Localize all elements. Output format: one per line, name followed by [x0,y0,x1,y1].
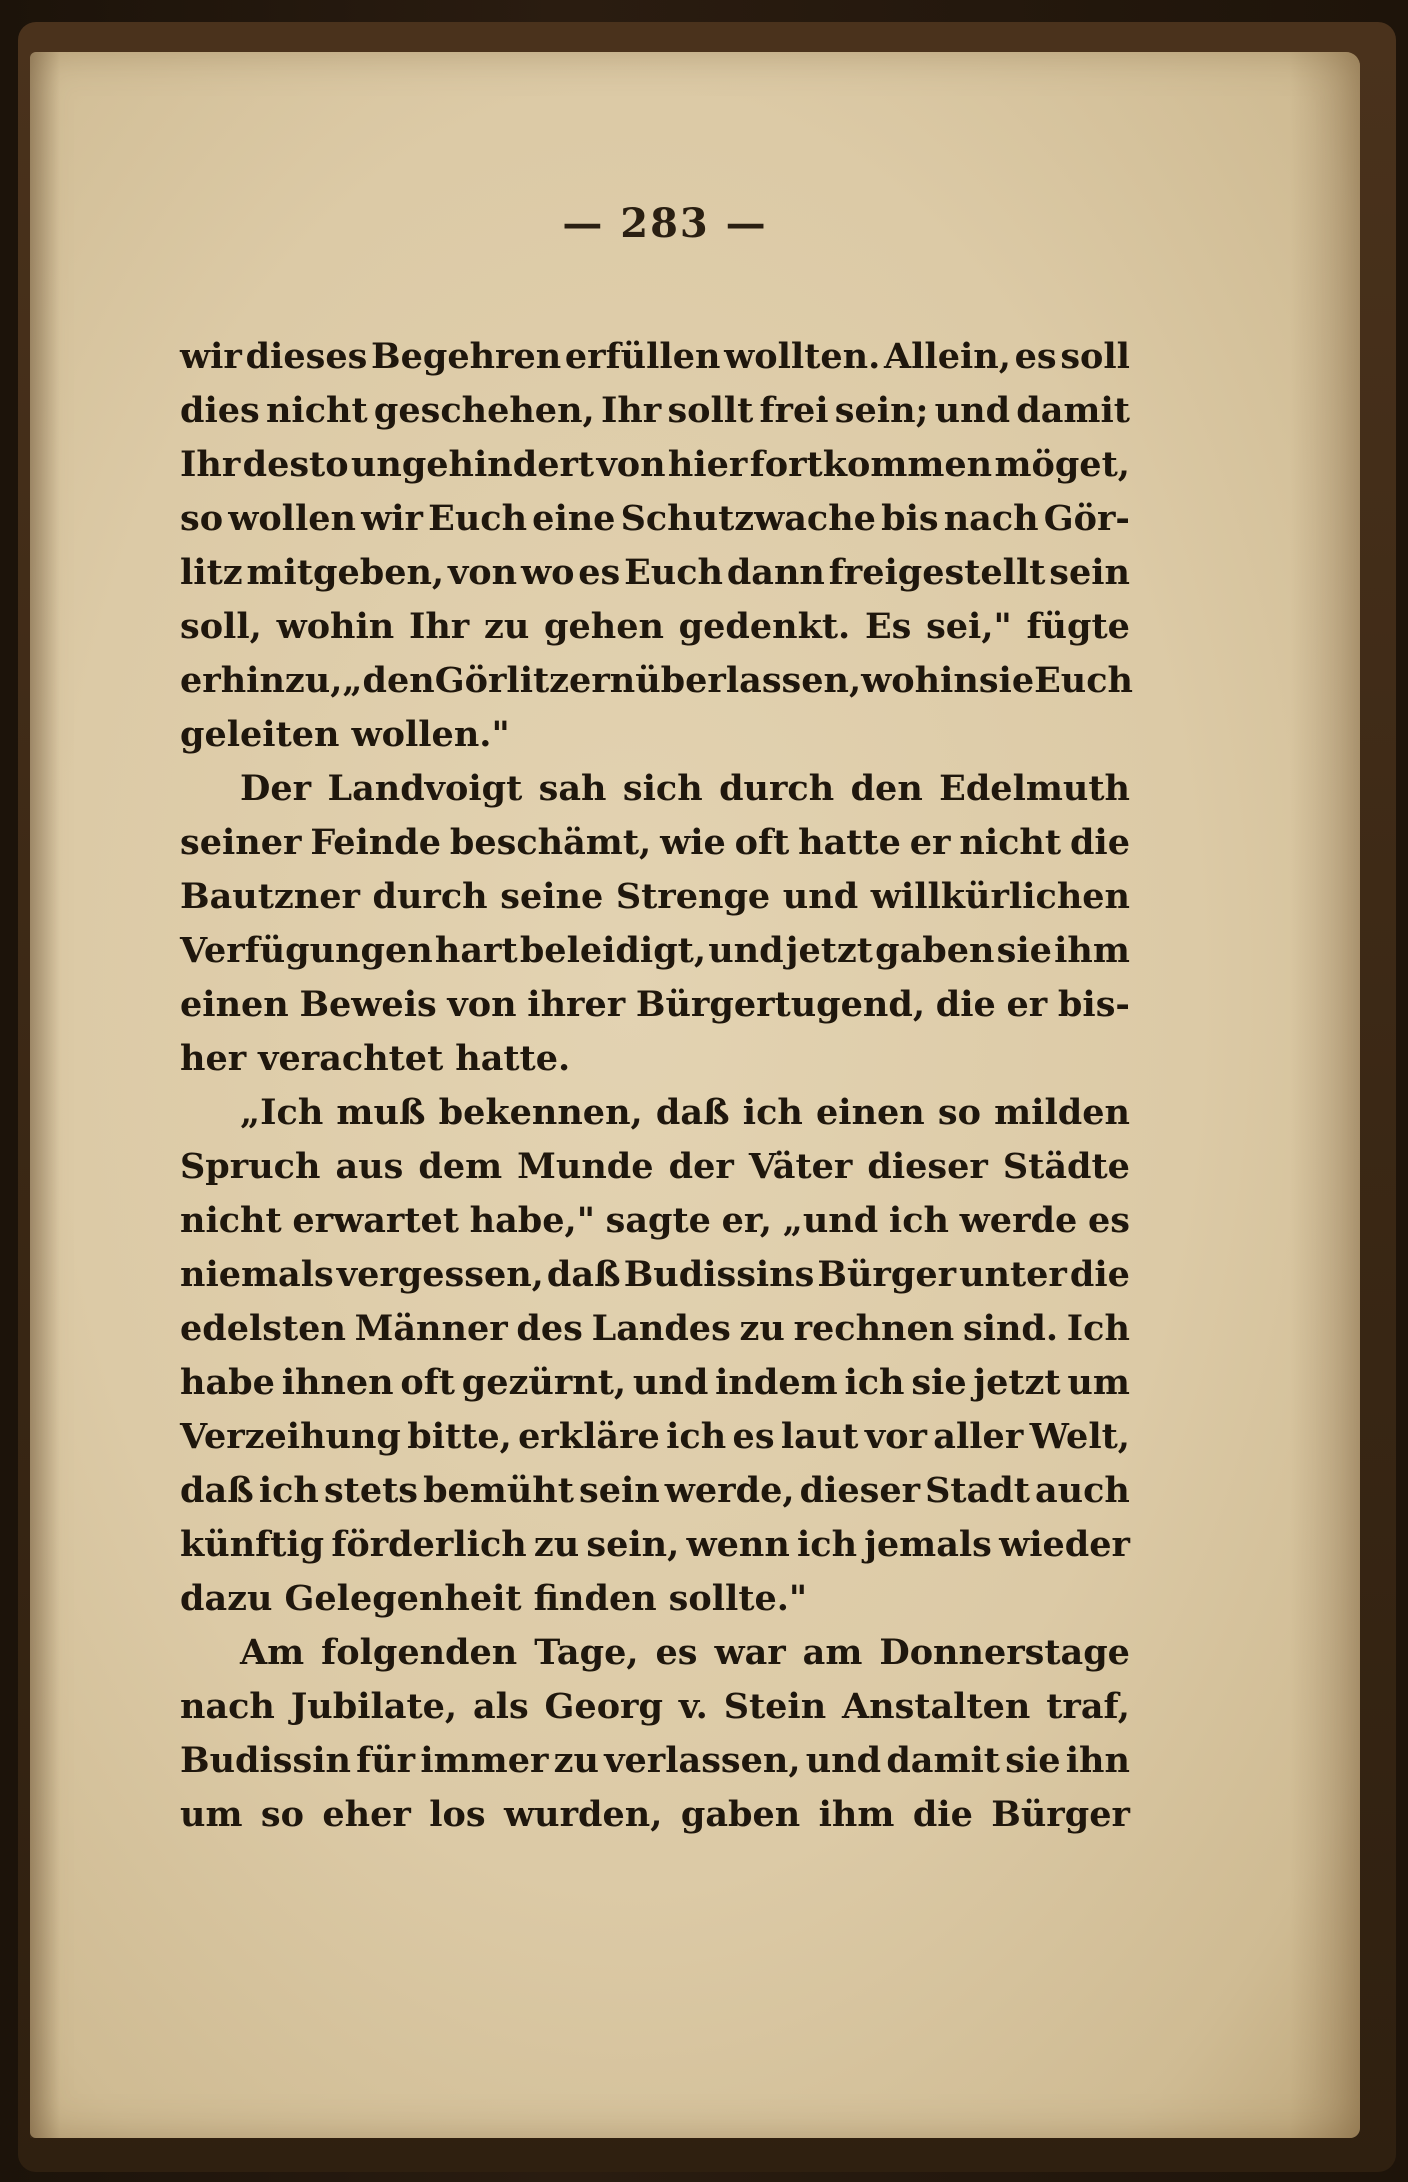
word: war [714,1632,786,1673]
word: wohin [861,660,979,701]
word: geleiten [180,714,340,755]
text-line [180,600,1130,654]
word: und [708,930,784,971]
word: jemals [864,1524,992,1565]
word: daß [546,1254,621,1295]
word: er, [721,1200,772,1241]
word: freigestellt [828,552,1046,593]
word: werde [959,1200,1078,1241]
text-line [180,1248,1130,1302]
page-gutter-shadow [30,52,60,2138]
word: sie [911,1362,967,1403]
word: dann [726,552,825,593]
word: Ihr [408,606,470,647]
word: ihrer [527,984,626,1025]
word: förderlich [331,1524,527,1565]
word: so [180,498,224,539]
word: es [1014,336,1057,377]
word: Am [240,1632,305,1673]
word: fortkommen [749,444,993,485]
word: jetzt [785,930,873,971]
word: zu [483,606,530,647]
word: soll, [180,606,262,647]
word: unter [959,1254,1067,1295]
word: er [909,822,951,863]
word: künftig [180,1524,325,1565]
word: Jubilate, [290,1686,458,1727]
word: sein; [834,390,929,431]
word: Strenge [615,876,771,917]
word: v. [678,1686,708,1727]
word: rechnen [793,1308,955,1349]
text-line [180,1140,1130,1194]
word: Der [240,768,312,809]
word: sie [978,660,1035,701]
word: vor [864,1416,927,1457]
word: „den [342,660,435,701]
word: wo [520,552,575,593]
word: sich [622,768,703,809]
word: die [935,984,996,1025]
text-line [180,1302,1130,1356]
word: so [937,1092,981,1133]
word: zu [553,1740,599,1781]
word: ich [796,1524,858,1565]
body-text [180,330,1133,1842]
word: es [732,1416,775,1457]
word: stets [323,1470,418,1511]
word: oft [734,822,790,863]
text-line [180,1680,1130,1734]
word: oft [400,1362,455,1403]
word: erkläre [518,1416,660,1457]
word: Allein, [883,336,1011,377]
word: eine [532,498,616,539]
word: dieses [245,336,368,377]
text-line [180,978,1130,1032]
word: daß [655,1092,730,1133]
text-line [180,1356,1130,1410]
word: einen [816,1092,925,1133]
word: ich [742,1092,803,1133]
word: hatte. [455,1038,571,1079]
word: gezürnt, [461,1362,627,1403]
word: von [447,984,517,1025]
word: dieser [799,1470,921,1511]
word: Väter [748,1146,853,1187]
word: sollt [667,390,754,431]
word: traf, [1046,1686,1130,1727]
text-line [180,438,1130,492]
word: Georg [544,1686,663,1727]
word: Ich [1066,1308,1130,1349]
word: habe [180,1362,275,1403]
word: hier [667,444,748,485]
word: Euch [1034,660,1133,701]
text-line [180,492,1130,546]
text-line [180,1734,1130,1788]
word: gaben [875,930,995,971]
word: Bürger [817,1254,957,1295]
word: und [782,876,859,917]
word: durch [719,768,835,809]
word: bis- [1057,984,1130,1025]
word: soll [1060,336,1130,377]
word: Verfügungen [180,930,433,971]
word: um [1067,1362,1130,1403]
word: vergessen, [336,1254,544,1295]
text-line [180,870,1130,924]
text-line [180,1086,1130,1140]
word: seiner [180,822,302,863]
word: aus [335,1146,404,1187]
word: wollten. [724,336,881,377]
word: durch [372,876,488,917]
word: des [516,1308,583,1349]
word: sie [996,930,1052,971]
word: folgenden [321,1632,518,1673]
word: Munde [517,1146,654,1187]
text-line [180,1194,1130,1248]
word: er [180,660,221,701]
word: nach [943,498,1039,539]
word: zu [739,1308,785,1349]
word: sah [538,768,607,809]
word: Feinde [310,822,442,863]
word: ihnen [281,1362,394,1403]
word: Tage, [534,1632,639,1673]
word: bemüht [423,1470,574,1511]
word: die [912,1794,973,1835]
text-line [180,1032,1130,1086]
word: habe," [469,1200,595,1241]
word: finden [533,1578,657,1619]
word: Verzeihung [180,1416,401,1457]
word: wollen [228,498,356,539]
word: dieser [867,1146,988,1187]
word: wie [660,822,726,863]
word: bis [881,498,939,539]
word: es [1087,1200,1130,1241]
word: Donnerstage [879,1632,1130,1673]
word: sein [1049,552,1130,593]
word: immer [420,1740,549,1781]
word: los [429,1794,486,1835]
word: überlassen, [635,660,862,701]
word: indem [715,1362,838,1403]
word: bekennen, [438,1092,643,1133]
word: her [180,1038,247,1079]
word: die [1069,822,1130,863]
word: Bürgertugend, [635,984,925,1025]
word: um [180,1794,243,1835]
text-line [180,654,1133,708]
word: erwartet [292,1200,459,1241]
text-line [180,546,1130,600]
word: ihm [818,1794,895,1835]
word: von [447,552,518,593]
text-line [180,708,1130,762]
word: bitte, [407,1416,512,1457]
word: jetzt [973,1362,1061,1403]
word: Bautzner [180,876,360,917]
word: erfüllen [564,336,721,377]
word: Ihr [180,444,241,485]
word: hatte [798,822,901,863]
word: milden [994,1092,1130,1133]
word: verlassen, [604,1740,801,1781]
word: es [578,552,621,593]
word: und [805,1740,882,1781]
word: von [596,444,666,485]
word: sei," [926,606,1012,647]
word: zu [533,1524,580,1565]
text-line [180,1410,1130,1464]
word: „und [782,1200,879,1241]
word: „Ich [240,1092,324,1133]
word: wieder [999,1524,1130,1565]
word: den [850,768,923,809]
word: Stein [723,1686,827,1727]
word: sein, [586,1524,680,1565]
text-line [180,1464,1130,1518]
word: dazu [180,1578,273,1619]
word: nicht [180,1200,282,1241]
word: seine [500,876,604,917]
word: Spruch [180,1146,321,1187]
word: Stadt [925,1470,1030,1511]
text-line [180,384,1130,438]
word: wenn [686,1524,790,1565]
word: und [934,390,1011,431]
word: wir [361,498,423,539]
word: Schutzwache [620,498,876,539]
word: wohin [276,606,395,647]
word: Landvoigt [327,768,523,809]
word: es [655,1632,698,1673]
word: gaben [680,1794,801,1835]
word: wollen." [351,714,510,755]
word: nicht [265,390,368,431]
word: laut [780,1416,859,1457]
word: so [260,1794,304,1835]
word: ich [844,1362,905,1403]
word: Es [864,606,912,647]
word: Bürger [991,1794,1130,1835]
word: ich [666,1416,727,1457]
word: gehen [544,606,664,647]
word: sollte." [668,1578,808,1619]
word: Ihr [600,390,662,431]
word: Budissins [623,1254,815,1295]
word: hinzu, [220,660,343,701]
word: Edelmuth [939,768,1130,809]
word: daß [180,1470,254,1511]
word: Budissin [180,1740,351,1781]
word: ich [258,1470,319,1511]
word: verachtet [258,1038,444,1079]
word: als [472,1686,529,1727]
word: gedenkt. [678,606,851,647]
word: auch [1035,1470,1130,1511]
word: willkürlichen [870,876,1130,917]
text-line [180,816,1130,870]
word: eher [322,1794,411,1835]
word: aller [933,1416,1024,1457]
word: Welt, [1029,1416,1130,1457]
word: möget, [994,444,1130,485]
word: ich [888,1200,949,1241]
word: und [632,1362,709,1403]
word: beleidigt, [519,930,707,971]
word: Städte [1002,1146,1130,1187]
word: wir [180,336,242,377]
word: sein [578,1470,660,1511]
word: Anstalten [842,1686,1031,1727]
word: hart [434,930,518,971]
word: edelsten [180,1308,346,1349]
word: beschämt, [449,822,652,863]
word: Begehren [371,336,562,377]
word: nach [180,1686,275,1727]
page-number: — 283 — [562,200,768,247]
word: werde, [664,1470,795,1511]
word: mitgeben, [246,552,445,593]
word: damit [1016,390,1130,431]
word: die [1069,1254,1130,1295]
text-line [180,762,1130,816]
word: muß [336,1092,426,1133]
word: er [1006,984,1048,1025]
word: fügte [1026,606,1130,647]
word: sie [1005,1740,1061,1781]
word: ihn [1065,1740,1130,1781]
word: Landes [591,1308,731,1349]
text-line [180,1572,1130,1626]
word: ungehindert [350,444,595,485]
text-line [180,1788,1130,1842]
word: litz [180,552,243,593]
word: desto [242,444,349,485]
word: der [668,1146,734,1187]
text-line [180,1626,1130,1680]
word: sagte [605,1200,711,1241]
word: Görlitzern [434,660,636,701]
word: niemals [180,1254,334,1295]
word: ihm [1054,930,1130,971]
word: am [802,1632,863,1673]
word: Euch [624,552,723,593]
text-line [180,1518,1130,1572]
word: dem [418,1146,503,1187]
word: wurden, [504,1794,663,1835]
word: frei [759,390,829,431]
word: dies [180,390,260,431]
word: Beweis [299,984,437,1025]
word: einen [180,984,289,1025]
word: für [356,1740,416,1781]
word: damit [886,1740,1000,1781]
word: Gör- [1043,498,1130,539]
word: nicht [959,822,1062,863]
word: Männer [354,1308,508,1349]
word: sind. [962,1308,1059,1349]
word: geschehen, [373,390,595,431]
text-line [180,330,1130,384]
word: Euch [428,498,528,539]
word: Gelegenheit [284,1578,522,1619]
text-line [180,924,1130,978]
